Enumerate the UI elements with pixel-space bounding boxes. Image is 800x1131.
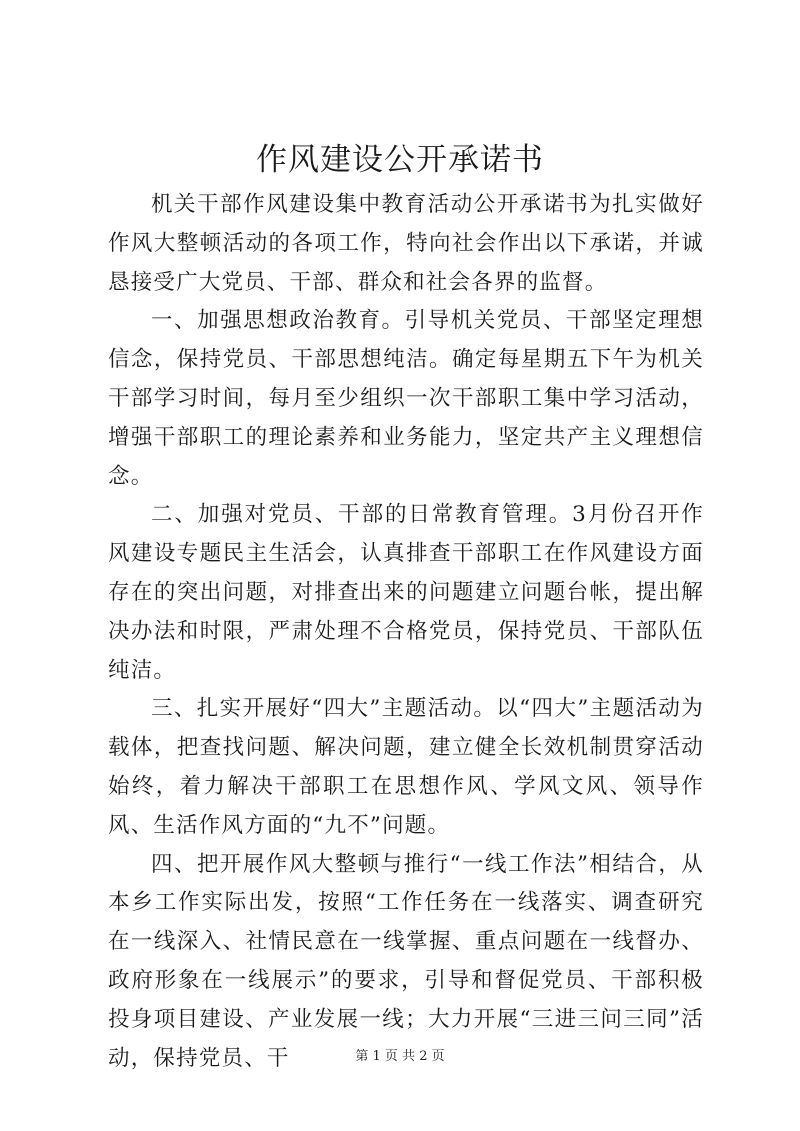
page-footer <box>0 1048 800 1066</box>
document-title: 作风建设公开承诺书 <box>256 142 544 178</box>
document-body <box>108 186 704 1078</box>
paragraph-item-4: 四、把开展作风大整顿与推行“一线工作法”相结合，从本乡工作实际出发，按照“工作任务在一线落实、调查研究在一线深入、社情民意在一线掌握、重点问题在一线督办、政府形象在一线展示”的要求，引导和督促党员、干部积极投身项目建设、产业发展一线；大力开展“三进三问三同”活动，保持党员、干 <box>108 851 704 1071</box>
paragraph-item-1: 一、加强思想政治教育。引导机关党员、干部坚定理想信念，保持党员、干部思想纯洁。确定每星期五下午为机关干部学习时间，每月至少组织一次干部职工集中学习活动，增强干部职工的理论素养和业务能力，坚定共产主义理想信念。 <box>108 308 704 489</box>
page-number-indicator: 第 1 页 共 2 页 <box>355 1049 445 1064</box>
paragraph-item-3: 三、扎实开展好“四大”主题活动。以“四大”主题活动为载体，把查找问题、解决问题，建立健全长效机制贯穿活动始终，着力解决干部职工在思想作风、学风文风、领导作风、生活作风方面的“九不”问题。 <box>108 696 704 838</box>
paragraph-intro: 机关干部作风建设集中教育活动公开承诺书为扎实做好作风大整顿活动的各项工作，特向社会作出以下承诺，并诚恳接受广大党员、干部、群众和社会各界的监督。 <box>108 192 704 295</box>
paragraph-item-2: 二、加强对党员、干部的日常教育管理。3月份召开作风建设专题民主生活会，认真排查干部职工在作风建设方面存在的突出问题，对排查出来的问题建立问题台帐，提出解决办法和时限，严肃处理不合格党员，保持党员、干部队伍纯洁。 <box>108 502 704 683</box>
